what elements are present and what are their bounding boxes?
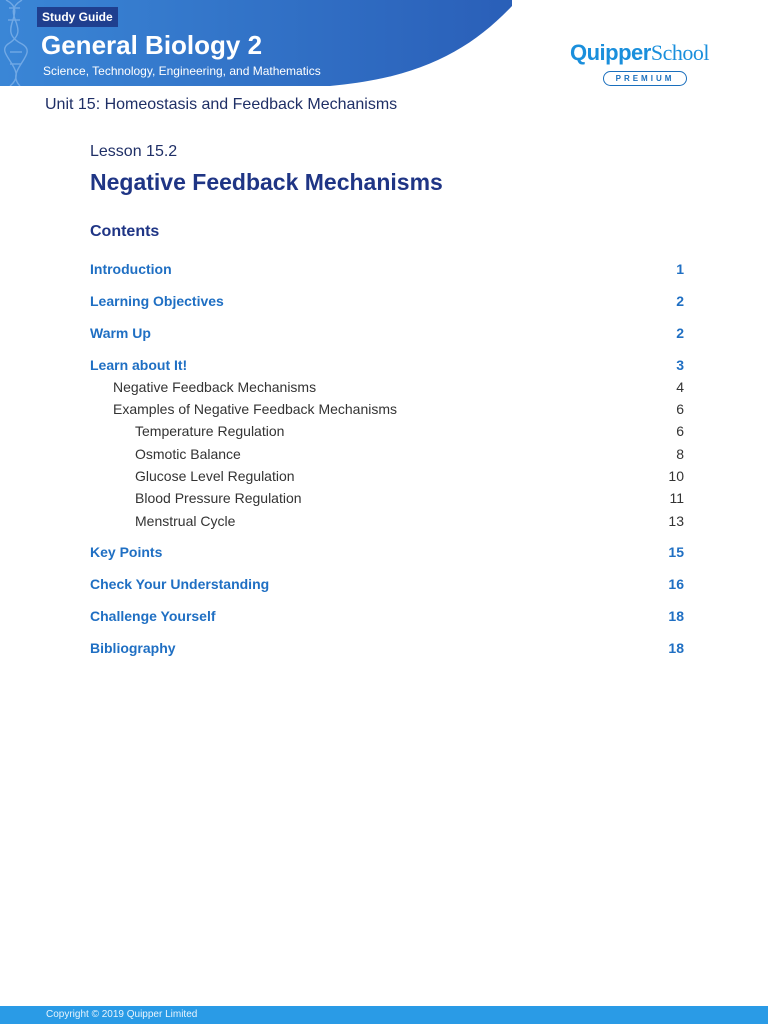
toc-item-label: Osmotic Balance [135,446,241,462]
logo-word-quipper: Quipper [570,40,651,65]
toc-item-label: Key Points [90,544,163,560]
toc-item-learn-about-it[interactable] [90,355,684,375]
toc-subitem-temperature-regulation[interactable] [90,421,684,441]
lesson-number: Lesson 15.2 [90,143,178,160]
toc-item-label: Blood Pressure Regulation [135,490,302,506]
toc-item-label: Examples of Negative Feedback Mechanisms [113,401,398,417]
toc-item-label: Negative Feedback Mechanisms [113,379,317,395]
toc-item-page: 13 [668,513,684,529]
toc-item-page: 6 [676,423,684,439]
toc-item-label: Learning Objectives [90,293,224,309]
toc-item-label: Bibliography [90,640,176,656]
toc-item-label: Warm Up [90,325,151,341]
logo-word-school: School [650,40,709,65]
dna-helix-icon [0,0,40,86]
toc-item-bibliography[interactable] [90,638,684,658]
study-guide-badge: Study Guide [37,7,118,27]
toc-item-label: Temperature Regulation [135,423,285,439]
copyright-text: Copyright © 2019 Quipper Limited [46,1009,198,1020]
toc-item-label: Introduction [90,261,172,277]
toc-item-page: 15 [668,544,684,560]
toc-item-page: 16 [668,576,684,592]
toc-item-page: 10 [668,468,684,484]
premium-badge: PREMIUM [603,71,687,86]
toc-item-page: 2 [676,293,684,309]
toc-subitem-menstrual-cycle[interactable] [90,511,684,531]
toc-item-label: Challenge Yourself [90,608,216,624]
toc-item-challenge-yourself[interactable] [90,606,684,626]
unit-title: Unit 15: Homeostasis and Feedback Mechanisms [45,96,398,113]
toc-item-learning-objectives[interactable] [90,291,684,311]
toc-subitem-blood-pressure-regulation[interactable] [90,488,684,508]
toc-item-page: 2 [676,325,684,341]
toc-item-page: 8 [676,446,684,462]
toc-item-warm-up[interactable] [90,323,684,343]
toc-item-page: 1 [676,261,684,277]
course-title: General Biology 2 [41,30,263,60]
toc-item-page: 6 [676,401,684,417]
toc-item-check-your-understanding[interactable] [90,574,684,594]
logo-wordmark [570,40,709,66]
toc-item-label: Check Your Understanding [90,576,270,592]
toc-item-label: Menstrual Cycle [135,513,236,529]
toc-item-page: 11 [669,490,684,506]
toc-item-key-points[interactable] [90,542,684,562]
toc-subitem-negative-feedback-mechanisms[interactable] [90,377,684,397]
toc-item-introduction[interactable] [90,259,684,279]
toc-subitem-osmotic-balance[interactable] [90,444,684,464]
toc-item-page: 4 [676,379,684,395]
toc-item-page: 18 [668,640,684,656]
quipper-school-logo [570,40,722,88]
toc-subitem-glucose-level-regulation[interactable] [90,466,684,486]
contents-heading: Contents [90,223,160,240]
course-subtitle: Science, Technology, Engineering, and Mathematics [43,64,321,78]
toc-item-label: Glucose Level Regulation [135,468,295,484]
toc-item-label: Learn about It! [90,357,188,373]
toc-item-page: 18 [668,608,684,624]
lesson-title: Negative Feedback Mechanisms [90,169,443,195]
toc-item-page: 3 [676,357,684,373]
footer-bar [0,1006,768,1024]
toc-subitem-examples[interactable] [90,399,684,419]
header-banner [0,0,512,86]
